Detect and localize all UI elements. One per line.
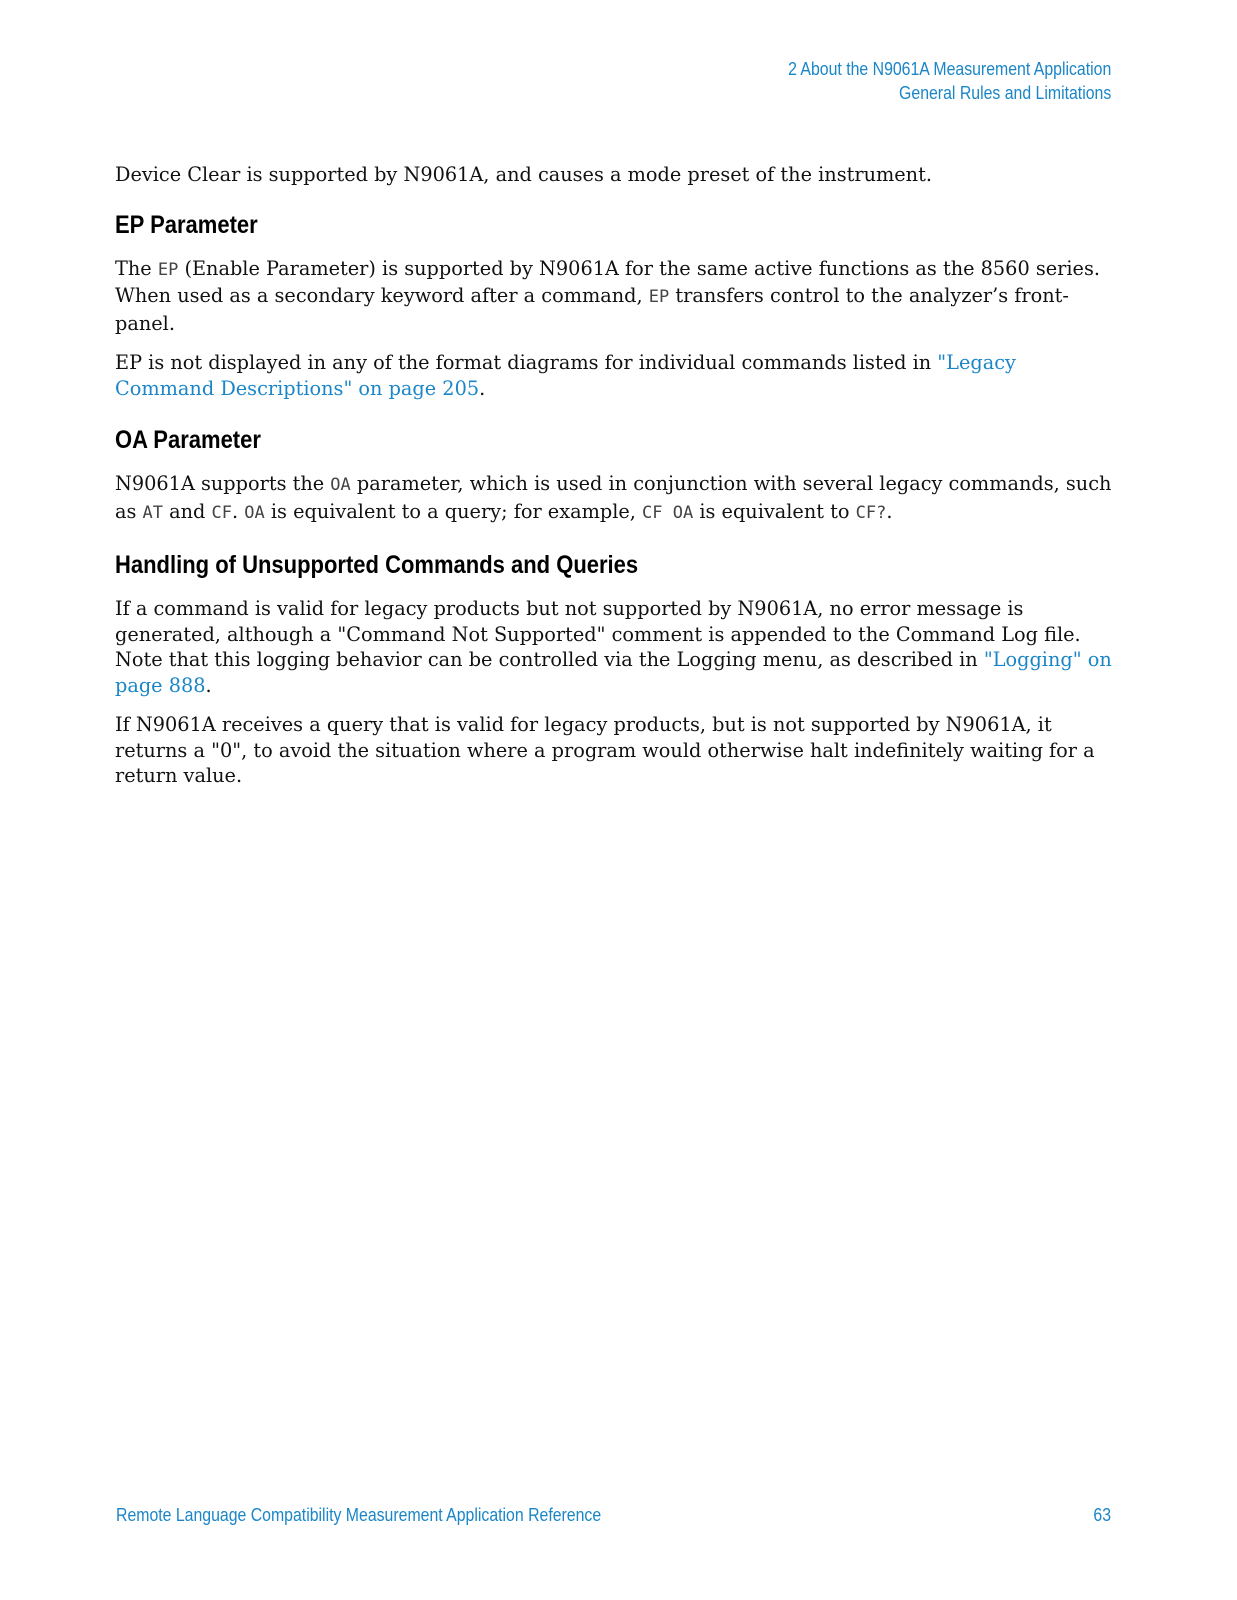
code-cf-oa: CF OA (642, 502, 694, 523)
text-run: is equivalent to (693, 499, 856, 523)
oa-parameter-heading: OA Parameter (115, 426, 261, 454)
intro-paragraph: Device Clear is supported by N9061A, and causes a mode preset of the instrument. (115, 163, 932, 186)
oa-parameter-section (115, 425, 1112, 526)
code-cf: CF (211, 502, 233, 523)
code-ep: EP (157, 259, 179, 280)
code-oa: OA (330, 475, 351, 495)
code-ep: EP (648, 287, 670, 307)
text-run: If a command is valid for legacy products but not supported by N9061A, no error message is generated, although a "Command Not Supported" comment is appended to the Command Log file. Note that this logging behavior can be controlled via the Logging menu, as described in (115, 597, 1081, 671)
running-header (788, 57, 1111, 105)
ep-paragraph-1 (115, 256, 1112, 337)
text-run: (Enable Parameter) is supported by N9061A for the same active functions as the 8560 series. When used as a secondary keyword after a command, (115, 256, 1100, 307)
unsupported-paragraph-2: If N9061A receives a query that is valid for legacy products, but is not supported by N9061A, it returns a "0", to avoid the situation where a program would otherwise halt indefinitely waiting for a return value. (115, 713, 1095, 787)
text-run: parameter, which is used in conjunction with several legacy commands, such as (115, 472, 1112, 523)
text-run: The (115, 256, 158, 280)
ep-paragraph-2 (115, 350, 1112, 401)
header-chapter: 2 About the N9061A Measurement Application (787, 59, 1111, 79)
header-section: General Rules and Limitations (898, 83, 1111, 103)
unsupported-commands-section (115, 550, 1112, 789)
footer-page-number: 63 (1093, 1505, 1111, 1525)
text-run: . (205, 673, 212, 697)
text-run: . (479, 376, 486, 400)
text-run: . (232, 499, 245, 523)
text-run: N9061A supports the (115, 472, 331, 495)
footer-document-title: Remote Language Compatibility Measurement Application Reference (116, 1505, 602, 1525)
ep-parameter-heading: EP Parameter (115, 210, 258, 239)
text-run: . (886, 499, 893, 523)
text-run: transfers control to the analyzer’s front-panel. (115, 284, 1069, 335)
legacy-command-descriptions-link[interactable]: "Legacy Command Descriptions" on page 205 (115, 351, 1016, 400)
code-at: AT (142, 502, 164, 523)
code-oa: OA (244, 502, 265, 523)
ep-parameter-section (115, 210, 1112, 402)
text-run: and (163, 499, 212, 523)
logging-link[interactable]: "Logging" on page 888 (115, 648, 1112, 697)
text-run: EP is not displayed in any of the format diagrams for individual commands listed in (115, 351, 938, 374)
unsupported-paragraph-1 (115, 596, 1112, 698)
text-run: is equivalent to a query; for example, (264, 499, 643, 523)
code-cf-query: CF? (855, 502, 887, 523)
unsupported-commands-heading: Handling of Unsupported Commands and Queries (115, 551, 639, 579)
page-content (115, 162, 1112, 813)
oa-paragraph-1 (115, 471, 1112, 526)
